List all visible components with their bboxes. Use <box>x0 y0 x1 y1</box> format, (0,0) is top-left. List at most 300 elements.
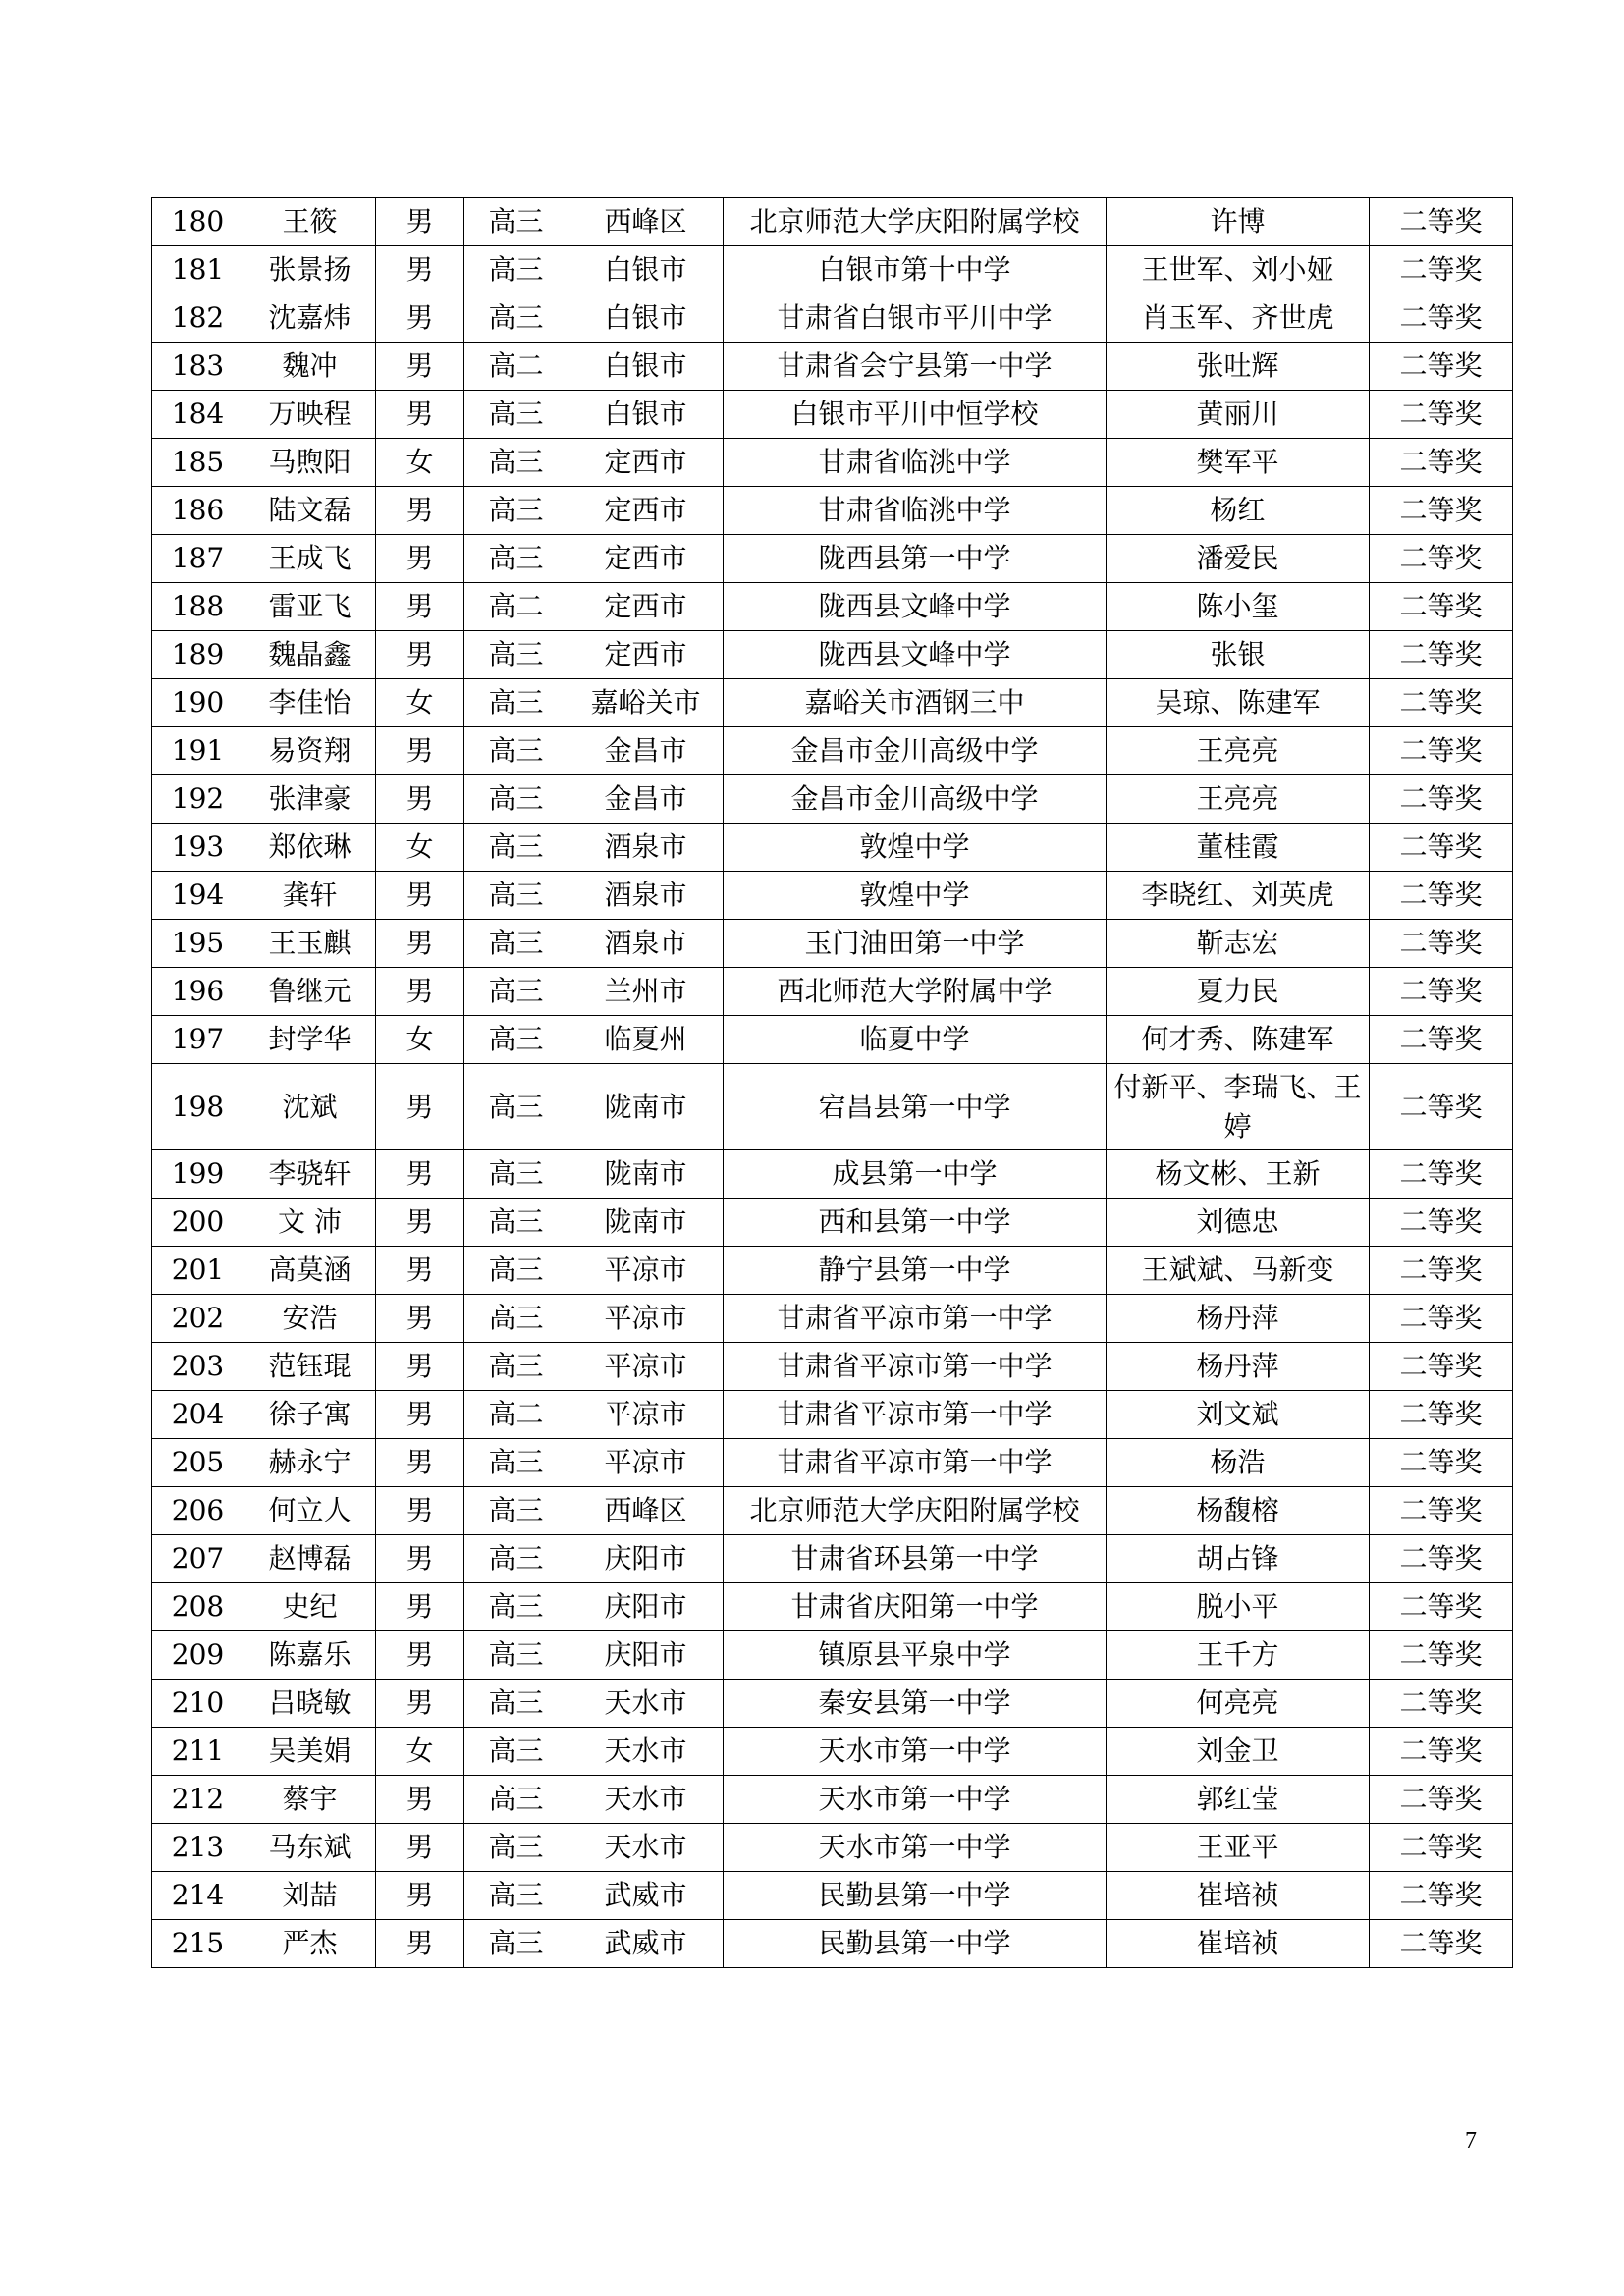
cell-school: 西和县第一中学 <box>724 1199 1107 1247</box>
cell-school: 陇西县文峰中学 <box>724 631 1107 679</box>
cell-award: 二等奖 <box>1370 1583 1513 1631</box>
cell-gender: 男 <box>376 246 464 294</box>
table-row <box>152 872 1513 920</box>
cell-name: 万映程 <box>244 391 376 439</box>
cell-gender: 男 <box>376 1920 464 1968</box>
cell-number: 209 <box>152 1631 244 1680</box>
cell-region: 嘉峪关市 <box>568 679 724 727</box>
cell-award: 二等奖 <box>1370 391 1513 439</box>
cell-name: 王玉麒 <box>244 920 376 968</box>
table-row <box>152 920 1513 968</box>
cell-school: 陇西县文峰中学 <box>724 583 1107 631</box>
cell-number: 199 <box>152 1150 244 1199</box>
cell-school: 民勤县第一中学 <box>724 1920 1107 1968</box>
cell-gender: 女 <box>376 824 464 872</box>
table-row <box>152 1247 1513 1295</box>
cell-school: 甘肃省会宁县第一中学 <box>724 343 1107 391</box>
cell-number: 213 <box>152 1824 244 1872</box>
cell-grade: 高三 <box>464 631 568 679</box>
cell-instructor: 何亮亮 <box>1107 1680 1370 1728</box>
cell-name: 张津豪 <box>244 775 376 824</box>
cell-school: 秦安县第一中学 <box>724 1680 1107 1728</box>
cell-number: 203 <box>152 1343 244 1391</box>
cell-instructor: 杨丹萍 <box>1107 1343 1370 1391</box>
cell-instructor: 杨丹萍 <box>1107 1295 1370 1343</box>
cell-name: 雷亚飞 <box>244 583 376 631</box>
cell-name: 吕晓敏 <box>244 1680 376 1728</box>
cell-instructor: 董桂霞 <box>1107 824 1370 872</box>
cell-region: 武威市 <box>568 1920 724 1968</box>
cell-grade: 高三 <box>464 1199 568 1247</box>
cell-name: 高莫涵 <box>244 1247 376 1295</box>
cell-school: 静宁县第一中学 <box>724 1247 1107 1295</box>
cell-school: 宕昌县第一中学 <box>724 1064 1107 1150</box>
cell-instructor: 吴琼、陈建军 <box>1107 679 1370 727</box>
cell-name: 沈斌 <box>244 1064 376 1150</box>
cell-number: 196 <box>152 968 244 1016</box>
cell-name: 魏晶鑫 <box>244 631 376 679</box>
cell-instructor: 杨浩 <box>1107 1439 1370 1487</box>
cell-name: 易资翔 <box>244 727 376 775</box>
cell-instructor: 刘文斌 <box>1107 1391 1370 1439</box>
cell-instructor: 何才秀、陈建军 <box>1107 1016 1370 1064</box>
cell-school: 敦煌中学 <box>724 824 1107 872</box>
cell-gender: 男 <box>376 1343 464 1391</box>
cell-gender: 男 <box>376 535 464 583</box>
cell-gender: 男 <box>376 968 464 1016</box>
cell-name: 赫永宁 <box>244 1439 376 1487</box>
cell-school: 甘肃省临洮中学 <box>724 439 1107 487</box>
cell-grade: 高三 <box>464 1920 568 1968</box>
cell-school: 甘肃省庆阳第一中学 <box>724 1583 1107 1631</box>
table-row <box>152 1439 1513 1487</box>
cell-award: 二等奖 <box>1370 343 1513 391</box>
cell-award: 二等奖 <box>1370 872 1513 920</box>
table-row <box>152 1295 1513 1343</box>
page-number: 7 <box>1465 2128 1477 2154</box>
table-row <box>152 1150 1513 1199</box>
cell-number: 180 <box>152 198 244 246</box>
table-body <box>152 198 1513 1968</box>
cell-grade: 高三 <box>464 1016 568 1064</box>
cell-number: 200 <box>152 1199 244 1247</box>
cell-grade: 高三 <box>464 487 568 535</box>
cell-name: 蔡宇 <box>244 1776 376 1824</box>
cell-grade: 高三 <box>464 294 568 343</box>
cell-school: 北京师范大学庆阳附属学校 <box>724 1487 1107 1535</box>
cell-name: 李佳怡 <box>244 679 376 727</box>
cell-instructor: 王斌斌、马新变 <box>1107 1247 1370 1295</box>
cell-grade: 高三 <box>464 1487 568 1535</box>
cell-number: 188 <box>152 583 244 631</box>
cell-instructor: 樊军平 <box>1107 439 1370 487</box>
cell-region: 金昌市 <box>568 727 724 775</box>
cell-gender: 男 <box>376 1391 464 1439</box>
cell-award: 二等奖 <box>1370 487 1513 535</box>
cell-gender: 女 <box>376 439 464 487</box>
table-row <box>152 246 1513 294</box>
cell-number: 206 <box>152 1487 244 1535</box>
cell-instructor: 潘爱民 <box>1107 535 1370 583</box>
cell-instructor: 王世军、刘小娅 <box>1107 246 1370 294</box>
cell-school: 陇西县第一中学 <box>724 535 1107 583</box>
cell-name: 严杰 <box>244 1920 376 1968</box>
cell-instructor: 张吐辉 <box>1107 343 1370 391</box>
cell-gender: 男 <box>376 1295 464 1343</box>
cell-grade: 高三 <box>464 1343 568 1391</box>
cell-region: 平凉市 <box>568 1391 724 1439</box>
cell-region: 天水市 <box>568 1680 724 1728</box>
cell-award: 二等奖 <box>1370 1631 1513 1680</box>
table-row <box>152 294 1513 343</box>
cell-gender: 男 <box>376 343 464 391</box>
cell-number: 207 <box>152 1535 244 1583</box>
cell-gender: 男 <box>376 1824 464 1872</box>
cell-name: 魏冲 <box>244 343 376 391</box>
cell-gender: 男 <box>376 1150 464 1199</box>
cell-instructor: 脱小平 <box>1107 1583 1370 1631</box>
cell-school: 北京师范大学庆阳附属学校 <box>724 198 1107 246</box>
cell-region: 白银市 <box>568 246 724 294</box>
cell-grade: 高三 <box>464 920 568 968</box>
cell-name: 沈嘉炜 <box>244 294 376 343</box>
table-row <box>152 198 1513 246</box>
cell-school: 甘肃省平凉市第一中学 <box>724 1439 1107 1487</box>
cell-number: 197 <box>152 1016 244 1064</box>
cell-award: 二等奖 <box>1370 727 1513 775</box>
table-row <box>152 968 1513 1016</box>
cell-award: 二等奖 <box>1370 1343 1513 1391</box>
cell-grade: 高三 <box>464 1535 568 1583</box>
cell-award: 二等奖 <box>1370 1064 1513 1150</box>
cell-grade: 高三 <box>464 1872 568 1920</box>
table-row <box>152 1487 1513 1535</box>
table-row <box>152 1631 1513 1680</box>
cell-gender: 男 <box>376 391 464 439</box>
awards-table <box>151 197 1513 1968</box>
cell-instructor: 李晓红、刘英虎 <box>1107 872 1370 920</box>
cell-gender: 男 <box>376 1776 464 1824</box>
cell-number: 215 <box>152 1920 244 1968</box>
table-row <box>152 1064 1513 1150</box>
table-row <box>152 1016 1513 1064</box>
cell-gender: 男 <box>376 1487 464 1535</box>
cell-award: 二等奖 <box>1370 198 1513 246</box>
cell-school: 民勤县第一中学 <box>724 1872 1107 1920</box>
cell-gender: 男 <box>376 487 464 535</box>
cell-award: 二等奖 <box>1370 968 1513 1016</box>
cell-number: 202 <box>152 1295 244 1343</box>
cell-region: 平凉市 <box>568 1439 724 1487</box>
cell-gender: 男 <box>376 1199 464 1247</box>
cell-school: 甘肃省临洮中学 <box>724 487 1107 535</box>
cell-award: 二等奖 <box>1370 1199 1513 1247</box>
cell-name: 郑依琳 <box>244 824 376 872</box>
cell-instructor: 王亮亮 <box>1107 727 1370 775</box>
table-row <box>152 1920 1513 1968</box>
table-row <box>152 1680 1513 1728</box>
cell-grade: 高三 <box>464 246 568 294</box>
cell-gender: 男 <box>376 1247 464 1295</box>
table-row <box>152 775 1513 824</box>
cell-name: 范钰琨 <box>244 1343 376 1391</box>
cell-name: 安浩 <box>244 1295 376 1343</box>
cell-number: 182 <box>152 294 244 343</box>
cell-gender: 男 <box>376 1680 464 1728</box>
cell-name: 赵博磊 <box>244 1535 376 1583</box>
cell-name: 马煦阳 <box>244 439 376 487</box>
cell-gender: 男 <box>376 1583 464 1631</box>
cell-school: 甘肃省平凉市第一中学 <box>724 1295 1107 1343</box>
cell-region: 西峰区 <box>568 198 724 246</box>
cell-region: 庆阳市 <box>568 1535 724 1583</box>
table-row <box>152 631 1513 679</box>
cell-award: 二等奖 <box>1370 1535 1513 1583</box>
cell-region: 庆阳市 <box>568 1583 724 1631</box>
cell-gender: 男 <box>376 1535 464 1583</box>
cell-region: 酒泉市 <box>568 824 724 872</box>
cell-gender: 男 <box>376 631 464 679</box>
cell-school: 金昌市金川高级中学 <box>724 775 1107 824</box>
cell-region: 武威市 <box>568 1872 724 1920</box>
cell-region: 定西市 <box>568 439 724 487</box>
cell-name: 文 沛 <box>244 1199 376 1247</box>
cell-number: 205 <box>152 1439 244 1487</box>
cell-gender: 女 <box>376 1728 464 1776</box>
cell-number: 187 <box>152 535 244 583</box>
cell-grade: 高三 <box>464 1824 568 1872</box>
cell-name: 徐子寓 <box>244 1391 376 1439</box>
cell-region: 平凉市 <box>568 1247 724 1295</box>
cell-instructor: 张银 <box>1107 631 1370 679</box>
cell-school: 白银市第十中学 <box>724 246 1107 294</box>
cell-gender: 男 <box>376 198 464 246</box>
cell-award: 二等奖 <box>1370 1391 1513 1439</box>
cell-award: 二等奖 <box>1370 583 1513 631</box>
cell-award: 二等奖 <box>1370 920 1513 968</box>
cell-school: 天水市第一中学 <box>724 1824 1107 1872</box>
cell-number: 190 <box>152 679 244 727</box>
cell-region: 定西市 <box>568 487 724 535</box>
cell-name: 刘喆 <box>244 1872 376 1920</box>
cell-award: 二等奖 <box>1370 824 1513 872</box>
cell-award: 二等奖 <box>1370 1824 1513 1872</box>
cell-instructor: 付新平、李瑞飞、王婷 <box>1107 1064 1370 1150</box>
table-row <box>152 727 1513 775</box>
cell-gender: 男 <box>376 1064 464 1150</box>
cell-grade: 高三 <box>464 679 568 727</box>
table-row <box>152 439 1513 487</box>
cell-award: 二等奖 <box>1370 1295 1513 1343</box>
cell-award: 二等奖 <box>1370 1439 1513 1487</box>
table-row <box>152 1583 1513 1631</box>
cell-award: 二等奖 <box>1370 1247 1513 1295</box>
cell-grade: 高三 <box>464 1583 568 1631</box>
cell-grade: 高三 <box>464 1728 568 1776</box>
cell-region: 陇南市 <box>568 1199 724 1247</box>
cell-gender: 男 <box>376 920 464 968</box>
cell-region: 临夏州 <box>568 1016 724 1064</box>
cell-gender: 男 <box>376 1631 464 1680</box>
cell-award: 二等奖 <box>1370 294 1513 343</box>
cell-region: 定西市 <box>568 535 724 583</box>
cell-gender: 男 <box>376 583 464 631</box>
cell-instructor: 陈小玺 <box>1107 583 1370 631</box>
cell-name: 王成飞 <box>244 535 376 583</box>
cell-region: 酒泉市 <box>568 920 724 968</box>
cell-school: 甘肃省平凉市第一中学 <box>724 1343 1107 1391</box>
cell-gender: 男 <box>376 775 464 824</box>
cell-school: 临夏中学 <box>724 1016 1107 1064</box>
cell-instructor: 黄丽川 <box>1107 391 1370 439</box>
cell-award: 二等奖 <box>1370 1872 1513 1920</box>
cell-instructor: 杨文彬、王新 <box>1107 1150 1370 1199</box>
cell-number: 204 <box>152 1391 244 1439</box>
cell-region: 金昌市 <box>568 775 724 824</box>
cell-number: 184 <box>152 391 244 439</box>
cell-gender: 女 <box>376 1016 464 1064</box>
cell-school: 甘肃省白银市平川中学 <box>724 294 1107 343</box>
cell-grade: 高三 <box>464 775 568 824</box>
cell-name: 李骁轩 <box>244 1150 376 1199</box>
cell-number: 192 <box>152 775 244 824</box>
table-row <box>152 583 1513 631</box>
cell-grade: 高三 <box>464 1247 568 1295</box>
cell-region: 西峰区 <box>568 1487 724 1535</box>
cell-instructor: 王亚平 <box>1107 1824 1370 1872</box>
cell-region: 定西市 <box>568 583 724 631</box>
table-row <box>152 343 1513 391</box>
cell-award: 二等奖 <box>1370 631 1513 679</box>
table-row <box>152 1391 1513 1439</box>
table-row <box>152 535 1513 583</box>
cell-award: 二等奖 <box>1370 439 1513 487</box>
cell-award: 二等奖 <box>1370 1776 1513 1824</box>
cell-region: 兰州市 <box>568 968 724 1016</box>
cell-instructor: 刘德忠 <box>1107 1199 1370 1247</box>
cell-name: 鲁继元 <box>244 968 376 1016</box>
cell-gender: 男 <box>376 872 464 920</box>
cell-grade: 高三 <box>464 391 568 439</box>
cell-grade: 高三 <box>464 872 568 920</box>
cell-award: 二等奖 <box>1370 535 1513 583</box>
cell-grade: 高三 <box>464 1295 568 1343</box>
cell-award: 二等奖 <box>1370 1487 1513 1535</box>
cell-instructor: 崔培祯 <box>1107 1872 1370 1920</box>
cell-name: 史纪 <box>244 1583 376 1631</box>
cell-number: 191 <box>152 727 244 775</box>
table-row <box>152 1872 1513 1920</box>
cell-number: 208 <box>152 1583 244 1631</box>
cell-grade: 高三 <box>464 535 568 583</box>
cell-grade: 高三 <box>464 198 568 246</box>
cell-gender: 男 <box>376 1872 464 1920</box>
cell-instructor: 靳志宏 <box>1107 920 1370 968</box>
cell-number: 193 <box>152 824 244 872</box>
cell-number: 211 <box>152 1728 244 1776</box>
cell-grade: 高三 <box>464 727 568 775</box>
cell-instructor: 肖玉军、齐世虎 <box>1107 294 1370 343</box>
cell-region: 白银市 <box>568 294 724 343</box>
cell-instructor: 王亮亮 <box>1107 775 1370 824</box>
cell-name: 陆文磊 <box>244 487 376 535</box>
cell-grade: 高二 <box>464 343 568 391</box>
cell-region: 白银市 <box>568 391 724 439</box>
cell-gender: 男 <box>376 1439 464 1487</box>
cell-grade: 高三 <box>464 1064 568 1150</box>
cell-region: 庆阳市 <box>568 1631 724 1680</box>
table-row <box>152 1199 1513 1247</box>
cell-school: 天水市第一中学 <box>724 1728 1107 1776</box>
cell-grade: 高二 <box>464 1391 568 1439</box>
cell-number: 198 <box>152 1064 244 1150</box>
cell-number: 183 <box>152 343 244 391</box>
cell-award: 二等奖 <box>1370 775 1513 824</box>
cell-number: 201 <box>152 1247 244 1295</box>
cell-instructor: 郭红莹 <box>1107 1776 1370 1824</box>
cell-number: 212 <box>152 1776 244 1824</box>
table-row <box>152 487 1513 535</box>
cell-name: 马东斌 <box>244 1824 376 1872</box>
table-row <box>152 391 1513 439</box>
cell-school: 天水市第一中学 <box>724 1776 1107 1824</box>
cell-school: 嘉峪关市酒钢三中 <box>724 679 1107 727</box>
cell-region: 定西市 <box>568 631 724 679</box>
cell-grade: 高二 <box>464 583 568 631</box>
cell-school: 西北师范大学附属中学 <box>724 968 1107 1016</box>
cell-instructor: 崔培祯 <box>1107 1920 1370 1968</box>
cell-award: 二等奖 <box>1370 1150 1513 1199</box>
cell-name: 王筱 <box>244 198 376 246</box>
cell-grade: 高三 <box>464 1439 568 1487</box>
cell-number: 214 <box>152 1872 244 1920</box>
cell-grade: 高三 <box>464 1631 568 1680</box>
table-row <box>152 1343 1513 1391</box>
cell-school: 玉门油田第一中学 <box>724 920 1107 968</box>
cell-name: 张景扬 <box>244 246 376 294</box>
cell-award: 二等奖 <box>1370 1680 1513 1728</box>
cell-number: 194 <box>152 872 244 920</box>
cell-gender: 男 <box>376 294 464 343</box>
cell-grade: 高三 <box>464 824 568 872</box>
cell-instructor: 杨红 <box>1107 487 1370 535</box>
cell-instructor: 胡占锋 <box>1107 1535 1370 1583</box>
cell-number: 189 <box>152 631 244 679</box>
cell-award: 二等奖 <box>1370 1016 1513 1064</box>
cell-school: 成县第一中学 <box>724 1150 1107 1199</box>
cell-region: 天水市 <box>568 1824 724 1872</box>
cell-school: 甘肃省平凉市第一中学 <box>724 1391 1107 1439</box>
cell-grade: 高三 <box>464 439 568 487</box>
cell-instructor: 王千方 <box>1107 1631 1370 1680</box>
cell-award: 二等奖 <box>1370 1920 1513 1968</box>
cell-number: 210 <box>152 1680 244 1728</box>
cell-instructor: 许博 <box>1107 198 1370 246</box>
table-row <box>152 1728 1513 1776</box>
cell-school: 敦煌中学 <box>724 872 1107 920</box>
cell-school: 金昌市金川高级中学 <box>724 727 1107 775</box>
cell-region: 平凉市 <box>568 1343 724 1391</box>
cell-award: 二等奖 <box>1370 1728 1513 1776</box>
cell-award: 二等奖 <box>1370 679 1513 727</box>
table-row <box>152 824 1513 872</box>
cell-name: 封学华 <box>244 1016 376 1064</box>
cell-award: 二等奖 <box>1370 246 1513 294</box>
cell-grade: 高三 <box>464 1150 568 1199</box>
cell-instructor: 夏力民 <box>1107 968 1370 1016</box>
cell-number: 186 <box>152 487 244 535</box>
cell-instructor: 刘金卫 <box>1107 1728 1370 1776</box>
